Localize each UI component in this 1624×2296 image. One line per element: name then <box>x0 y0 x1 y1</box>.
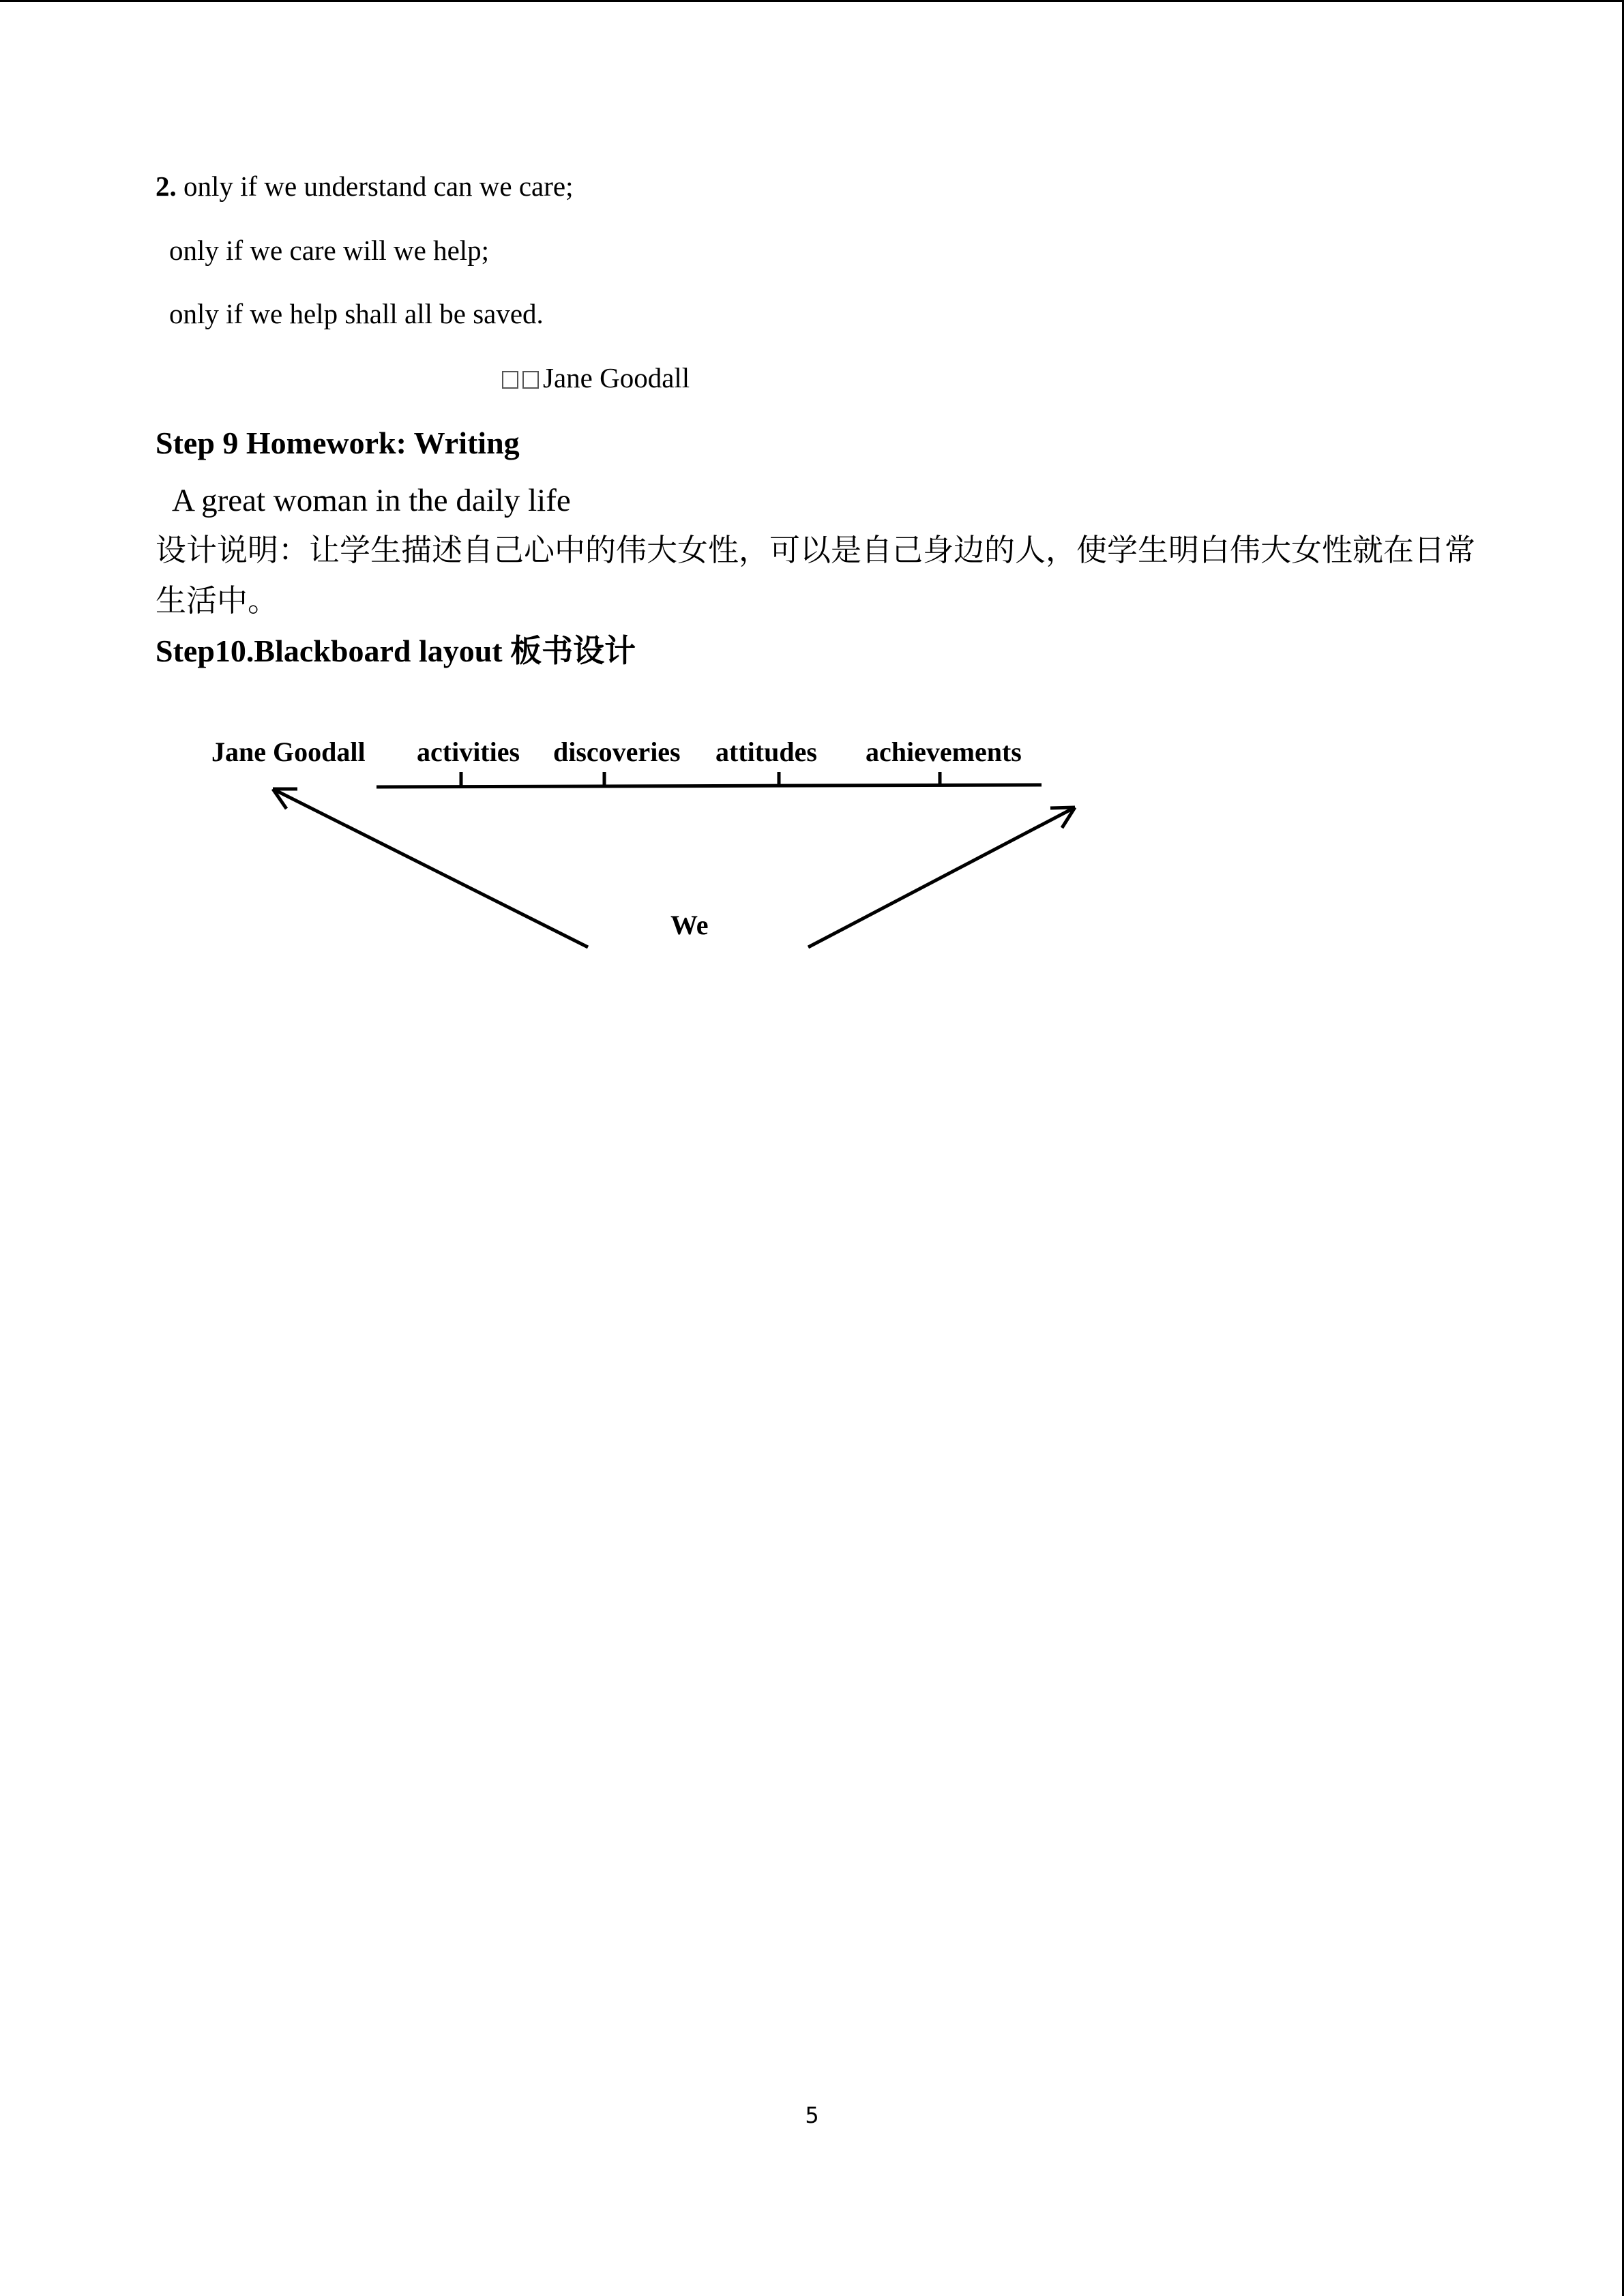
blackboard-category-discoveries: discoveries <box>553 736 681 767</box>
page-number: 5 <box>805 2102 819 2128</box>
blackboard-bottom-label: We <box>670 910 709 940</box>
placeholder-box-icon <box>502 371 518 389</box>
step9-topic: A great woman in the daily life <box>172 483 571 518</box>
timeline-line <box>377 785 1042 787</box>
quote-number: 2. <box>156 170 177 202</box>
blackboard-category-attitudes: attitudes <box>715 736 817 767</box>
quote-line-1-text: only if we understand can we care; <box>176 170 574 202</box>
quote-author: Jane Goodall <box>543 362 690 393</box>
step9-heading: Step 9 Homework: Writing <box>156 426 520 460</box>
arrow-left <box>273 789 588 947</box>
quote-line-2: only if we care will we help; <box>169 235 490 266</box>
blackboard-category-achievements: achievements <box>866 736 1022 767</box>
blackboard-diagram <box>0 723 1624 968</box>
placeholder-box-icon <box>522 371 539 389</box>
quote-attribution <box>502 364 690 392</box>
arrow-right <box>808 807 1075 947</box>
step9-design-note: 设计说明：让学生描述自己心中的伟大女性，可以是自己身边的人，使学生明白伟大女性就在日常生活中。 <box>156 532 1476 618</box>
blackboard-category-activities: activities <box>417 736 520 767</box>
quote-line-3: only if we help shall all be saved. <box>169 298 544 329</box>
step10-heading: Step10.Blackboard layout 板书设计 <box>156 633 636 668</box>
blackboard-subject: Jane Goodall <box>211 736 366 767</box>
page-border-top <box>0 0 1624 2</box>
quote-line-1 <box>156 170 574 202</box>
